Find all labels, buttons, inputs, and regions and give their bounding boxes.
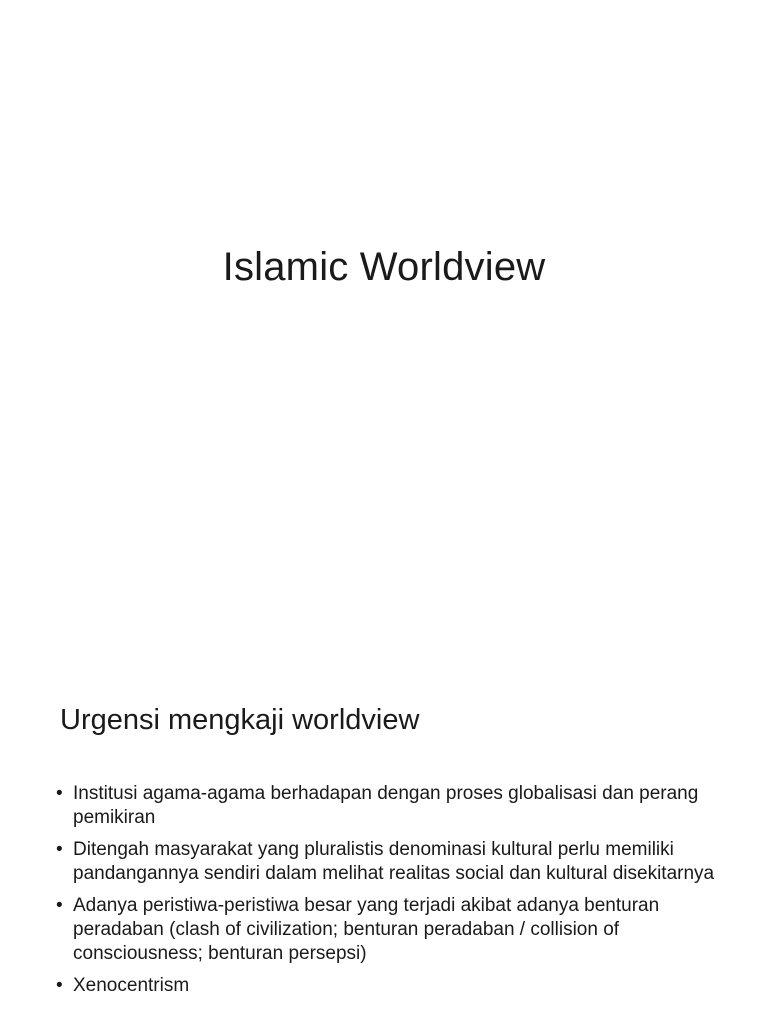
bullet-text: Ditengah masyarakat yang pluralistis denominasi kultural perlu memiliki pandangannya sendiri dalam melihat realitas social dan kultural disekitarnya [73, 839, 715, 884]
bullet-text: Institusi agama-agama berhadapan dengan proses globalisasi dan perang pemikiran [73, 783, 699, 828]
bullet-text: Adanya peristiwa-peristiwa besar yang terjadi akibat adanya benturan peradaban (clash of civilization; benturan peradaban / collision of consciousness; benturan persepsi) [73, 895, 660, 964]
slide-urgensi [0, 648, 768, 1024]
bullet-text: Xenocentrism [73, 975, 190, 996]
bullet-icon: • [56, 975, 63, 996]
bullet-item [56, 894, 716, 966]
bullet-item [56, 974, 716, 998]
bullet-icon: • [56, 895, 63, 916]
bullet-icon: • [56, 839, 63, 860]
bullet-item [56, 838, 716, 886]
bullet-icon: • [56, 783, 63, 804]
slide-title-heading: Islamic Worldview [222, 245, 546, 289]
bullet-list [56, 782, 716, 1006]
section-heading: Urgensi mengkaji worldview [60, 704, 420, 736]
bullet-item [56, 782, 716, 830]
